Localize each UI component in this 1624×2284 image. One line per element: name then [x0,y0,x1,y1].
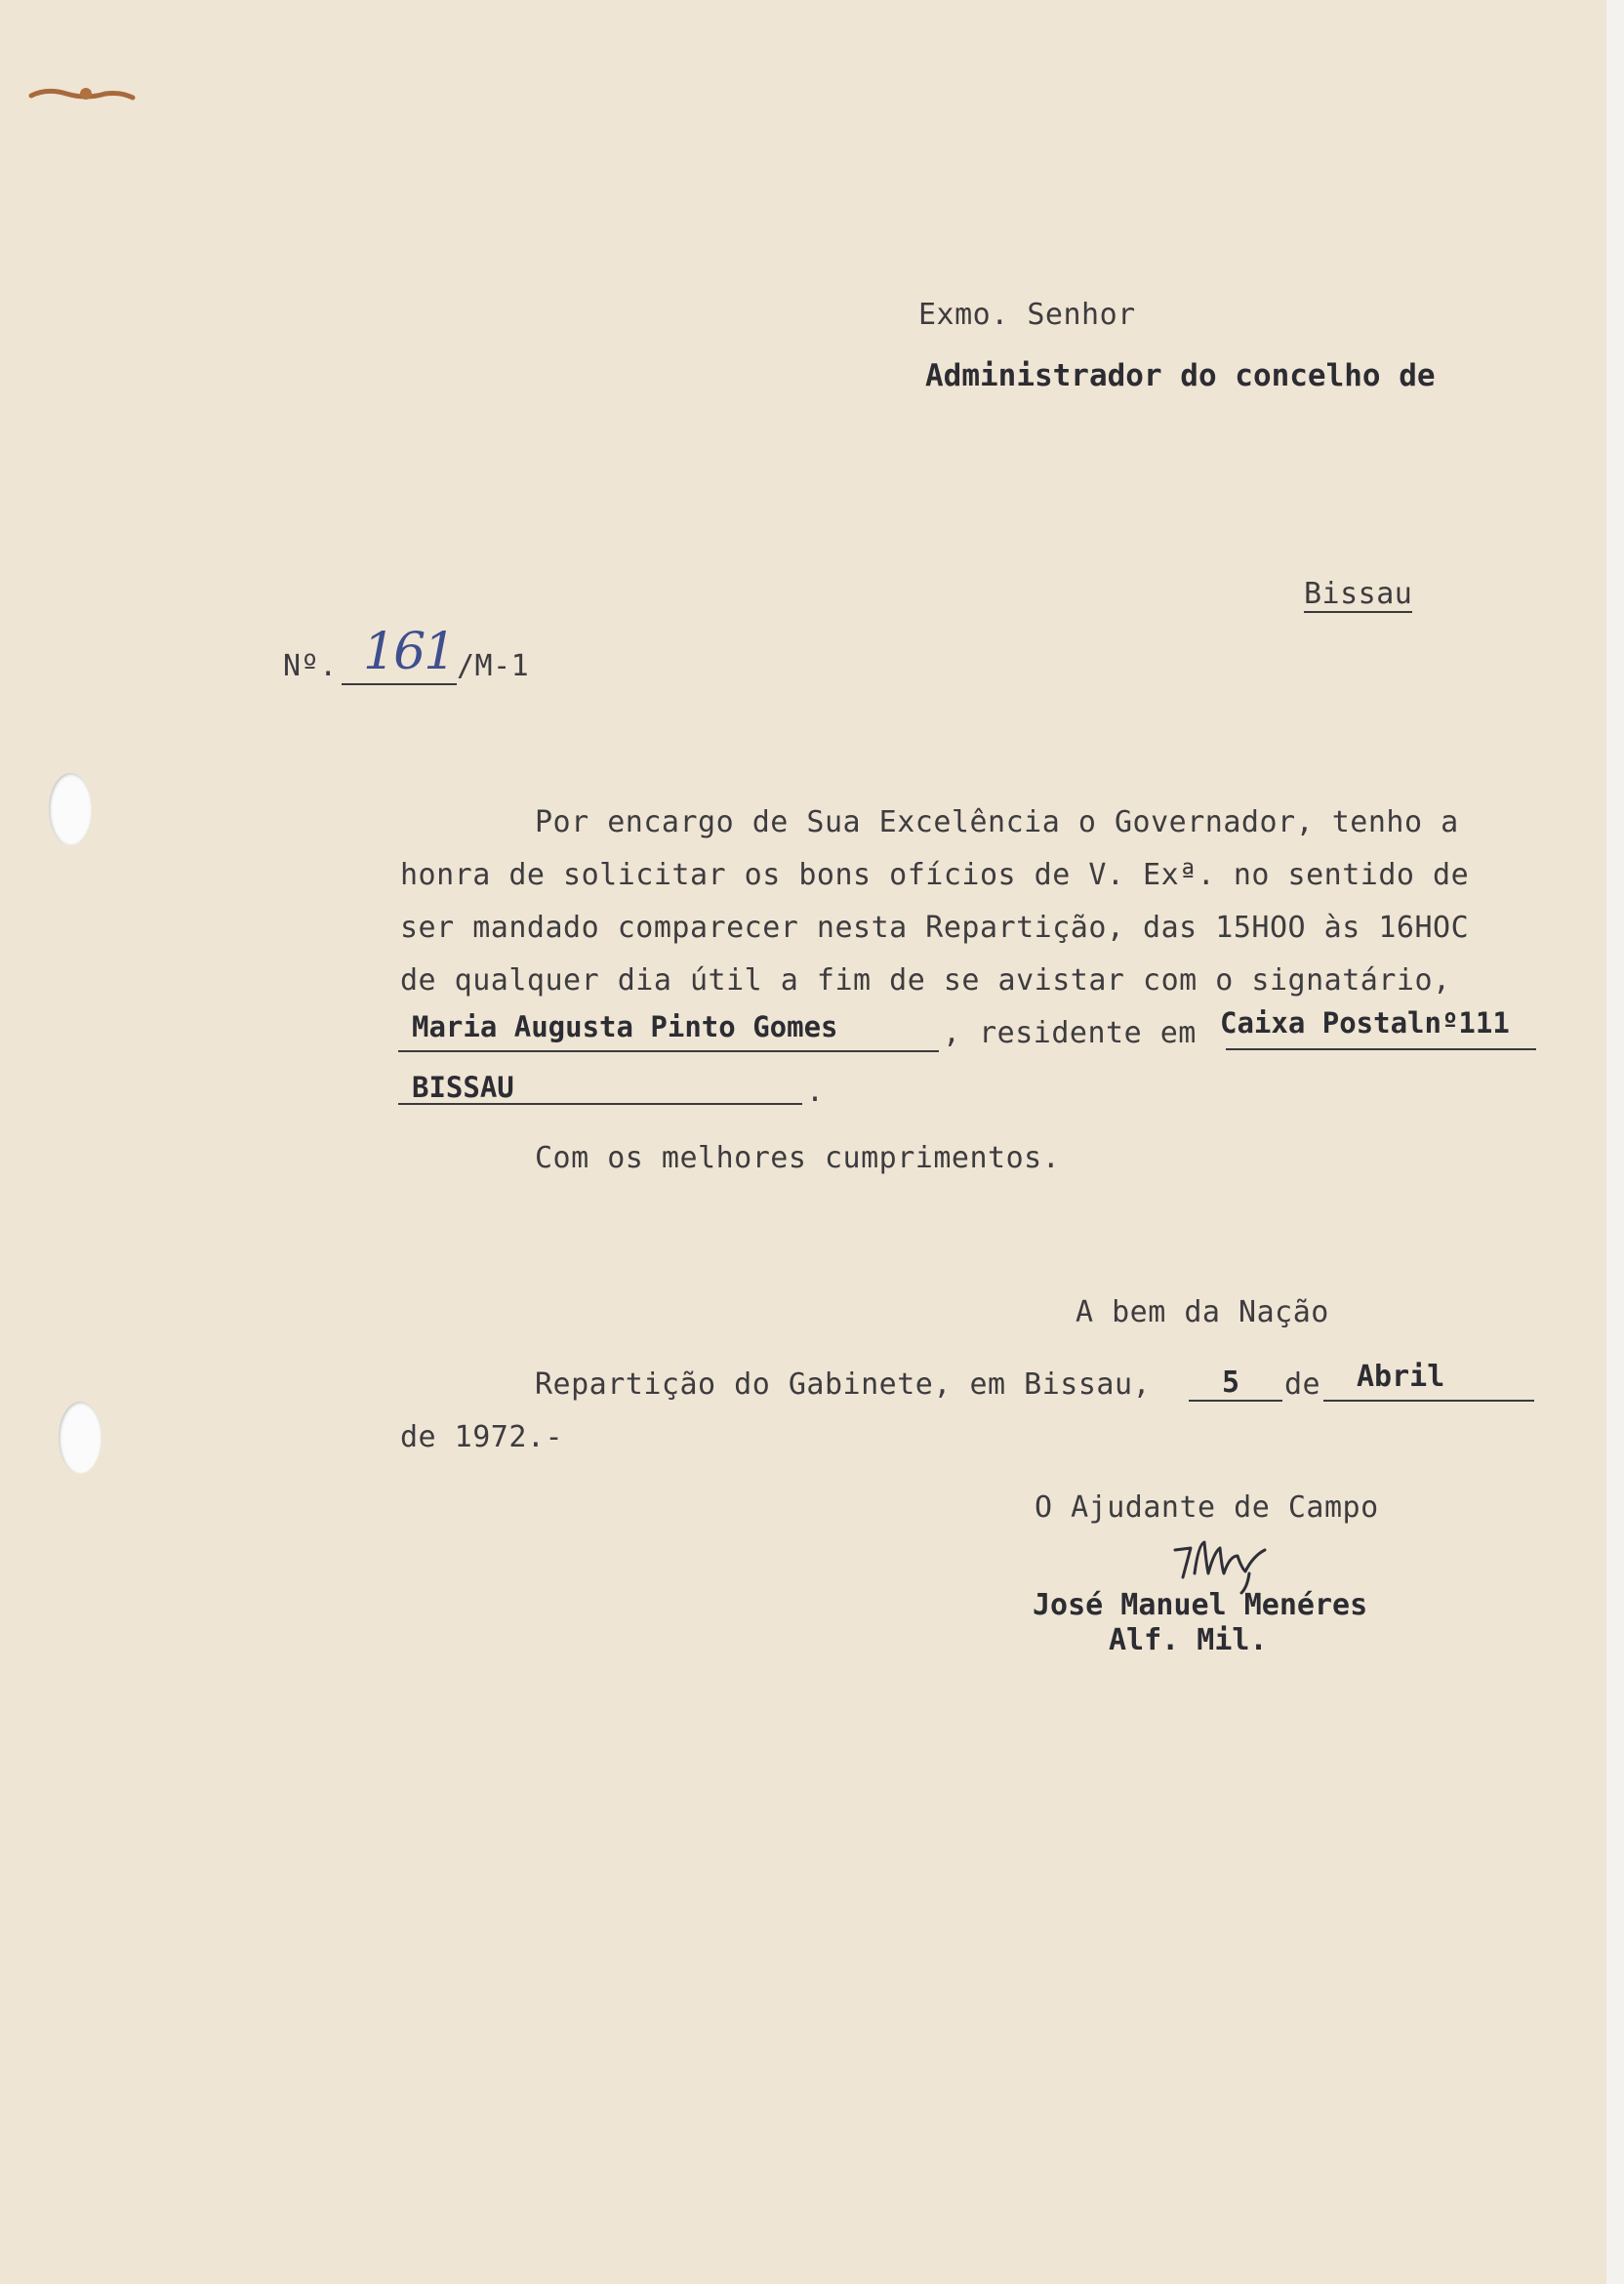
residence-label: , residente em [943,1016,1197,1050]
address-end: . [806,1075,825,1109]
date-day-blank [1189,1400,1282,1402]
date-month: Abril [1357,1360,1445,1394]
body-line-4: de qualquer dia útil a fim de se avistar com o signatário, [400,963,1451,998]
closing: Com os melhores cumprimentos. [535,1141,1061,1175]
address-line-1: Caixa Postalnº111 [1220,1006,1510,1040]
date-prefix: Repartição do Gabinete, em Bissau, [535,1367,1152,1402]
rust-stain [27,82,137,109]
recipient-title: Administrador do concelho de [925,358,1436,393]
signer-rank: Alf. Mil. [1109,1623,1268,1657]
person-name: Maria Augusta Pinto Gomes [412,1010,838,1043]
page-edge [1606,0,1624,2284]
reference-suffix: /M-1 [457,649,530,683]
reference-blank [342,683,457,685]
date-month-blank [1323,1400,1534,1402]
person-name-blank [398,1050,939,1052]
address-line-2-blank [398,1103,802,1105]
body-line-1: Por encargo de Sua Excelência o Governador, tenho a [535,805,1459,839]
date-mid: de [1284,1367,1321,1402]
reference-number-handwritten: 161 [363,623,455,681]
recipient-city: Bissau [1304,577,1413,611]
date-year: de 1972.- [400,1420,564,1454]
punch-hole-bottom [59,1402,102,1474]
body-line-3: ser mandado comparecer nesta Repartição, das 15HOO às 16HOC [400,911,1470,945]
signer-name: José Manuel Menéres [1033,1588,1368,1622]
address-line-1-blank [1226,1048,1536,1050]
body-line-2: honra de solicitar os bons ofícios de V. Exª. no sentido de [400,858,1470,892]
reference-prefix: Nº. [283,649,338,683]
motto: A bem da Nação [1076,1295,1329,1329]
address-line-2: BISSAU [412,1071,514,1104]
signer-role: O Ajudante de Campo [1035,1490,1379,1525]
date-day: 5 [1222,1366,1240,1400]
punch-hole-top [49,773,92,845]
salutation: Exmo. Senhor [918,298,1136,332]
